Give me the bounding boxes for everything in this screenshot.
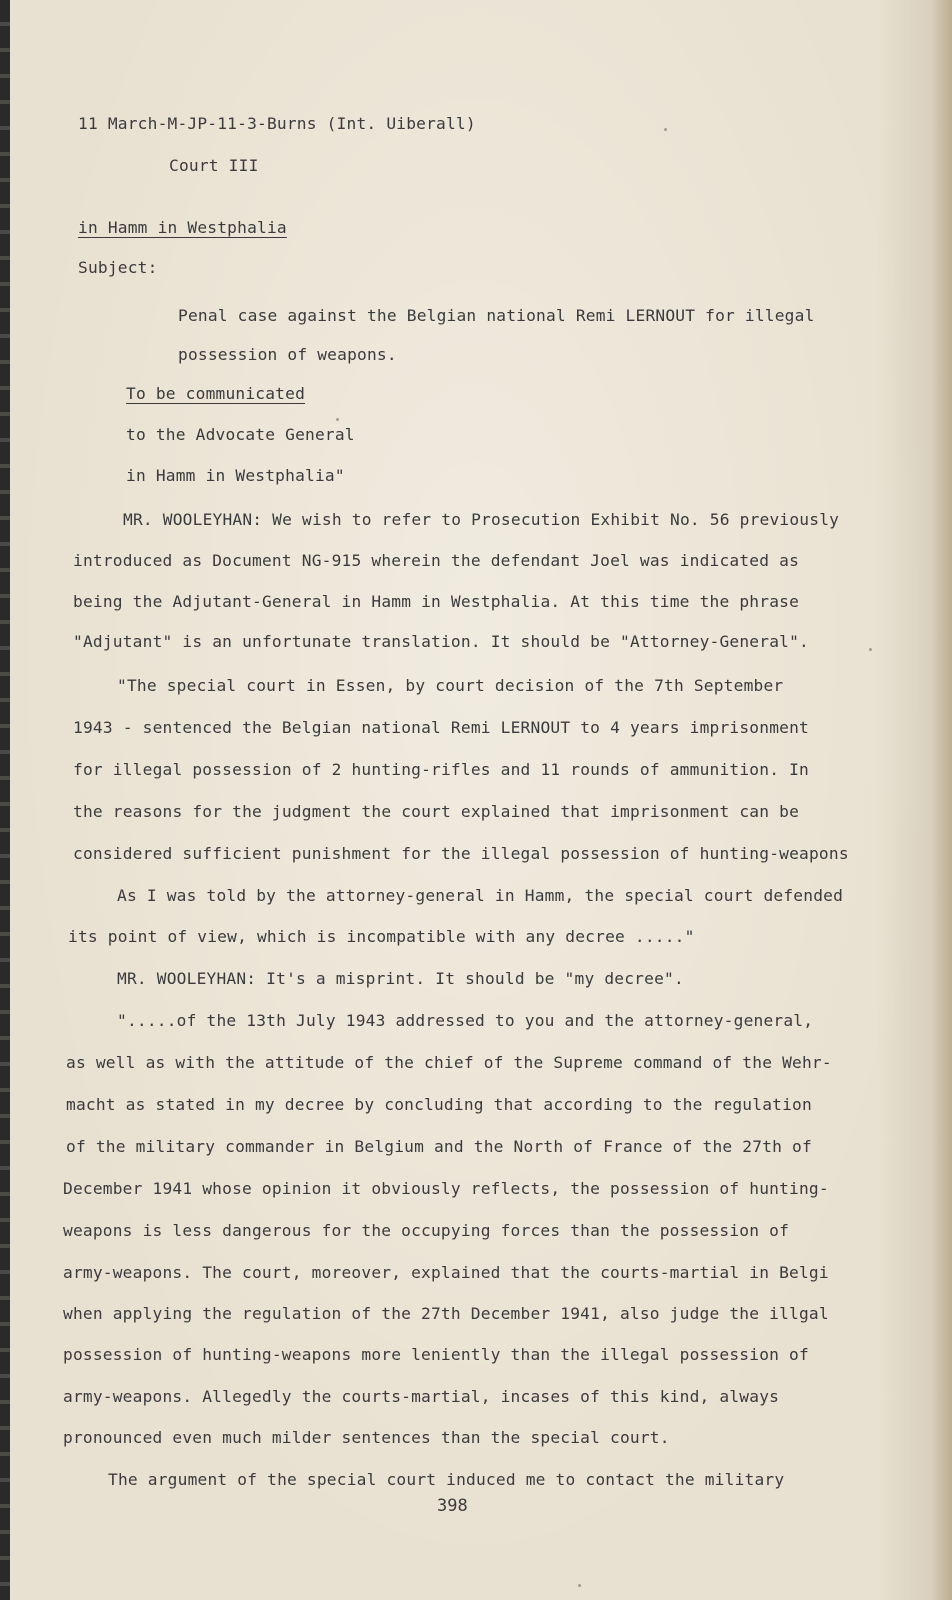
address-location: in Hamm in Westphalia bbox=[78, 218, 287, 237]
body-line: pronounced even much milder sentences than the special court. bbox=[63, 1428, 670, 1447]
body-line: MR. WOOLEYHAN: We wish to refer to Prosecution Exhibit No. 56 previously bbox=[123, 510, 840, 529]
body-line: army-weapons. Allegedly the courts-martial, incases of this kind, always bbox=[63, 1387, 780, 1406]
body-line: the reasons for the judgment the court explained that imprisonment can be bbox=[73, 802, 800, 821]
binding-edge bbox=[0, 0, 10, 1600]
body-line: army-weapons. The court, moreover, explained that the courts-martial in Belgi bbox=[63, 1263, 829, 1282]
body-line: As I was told by the attorney-general in Hamm, the special court defended bbox=[117, 886, 844, 905]
communicate-place: in Hamm in Westphalia" bbox=[126, 466, 345, 485]
body-line: "Adjutant" is an unfortunate translation. It should be "Attorney-General". bbox=[73, 632, 809, 651]
body-line: ".....of the 13th July 1943 addressed to you and the attorney-general, bbox=[117, 1011, 814, 1030]
body-line: December 1941 whose opinion it obviously reflects, the possession of hunting- bbox=[63, 1179, 829, 1198]
body-line: considered sufficient punishment for the illegal possession of hunting-weapons bbox=[73, 844, 849, 863]
body-line: being the Adjutant-General in Hamm in Westphalia. At this time the phrase bbox=[73, 592, 800, 611]
body-line: MR. WOOLEYHAN: It's a misprint. It should be "my decree". bbox=[117, 969, 684, 988]
paper-speck bbox=[869, 648, 872, 651]
subject-line-1: Penal case against the Belgian national Remi LERNOUT for illegal bbox=[178, 306, 815, 325]
header-docket: 11 March-M-JP-11-3-Burns (Int. Uiberall) bbox=[78, 114, 476, 133]
header-court: Court III bbox=[169, 156, 259, 175]
body-line: possession of hunting-weapons more leniently than the illegal possession of bbox=[63, 1345, 809, 1364]
subject-line-2: possession of weapons. bbox=[178, 345, 397, 364]
body-line: its point of view, which is incompatible with any decree ....." bbox=[68, 927, 695, 946]
body-line: for illegal possession of 2 hunting-rifles and 11 rounds of ammunition. In bbox=[73, 760, 809, 779]
body-line: "The special court in Essen, by court decision of the 7th September bbox=[117, 676, 784, 695]
paper-speck bbox=[578, 1584, 581, 1587]
body-line: macht as stated in my decree by concluding that according to the regulation bbox=[66, 1095, 812, 1114]
body-line: 1943 - sentenced the Belgian national Remi LERNOUT to 4 years imprisonment bbox=[73, 718, 809, 737]
paper-speck bbox=[664, 128, 667, 131]
paper-speck bbox=[336, 418, 339, 421]
body-line: The argument of the special court induced me to contact the military bbox=[108, 1470, 785, 1489]
body-line: as well as with the attitude of the chief of the Supreme command of the Wehr- bbox=[66, 1053, 832, 1072]
communicate-to: to the Advocate General bbox=[126, 425, 355, 444]
page-number: 398 bbox=[437, 1496, 468, 1516]
body-line: when applying the regulation of the 27th December 1941, also judge the illgal bbox=[63, 1304, 829, 1323]
body-line: introduced as Document NG-915 wherein the defendant Joel was indicated as bbox=[73, 551, 800, 570]
body-line: of the military commander in Belgium and the North of France of the 27th of bbox=[66, 1137, 812, 1156]
body-line: weapons is less dangerous for the occupying forces than the possession of bbox=[63, 1221, 790, 1240]
paper-edge-shadow bbox=[930, 0, 952, 1600]
communicate-heading: To be communicated bbox=[126, 384, 306, 403]
subject-label: Subject: bbox=[78, 258, 158, 277]
